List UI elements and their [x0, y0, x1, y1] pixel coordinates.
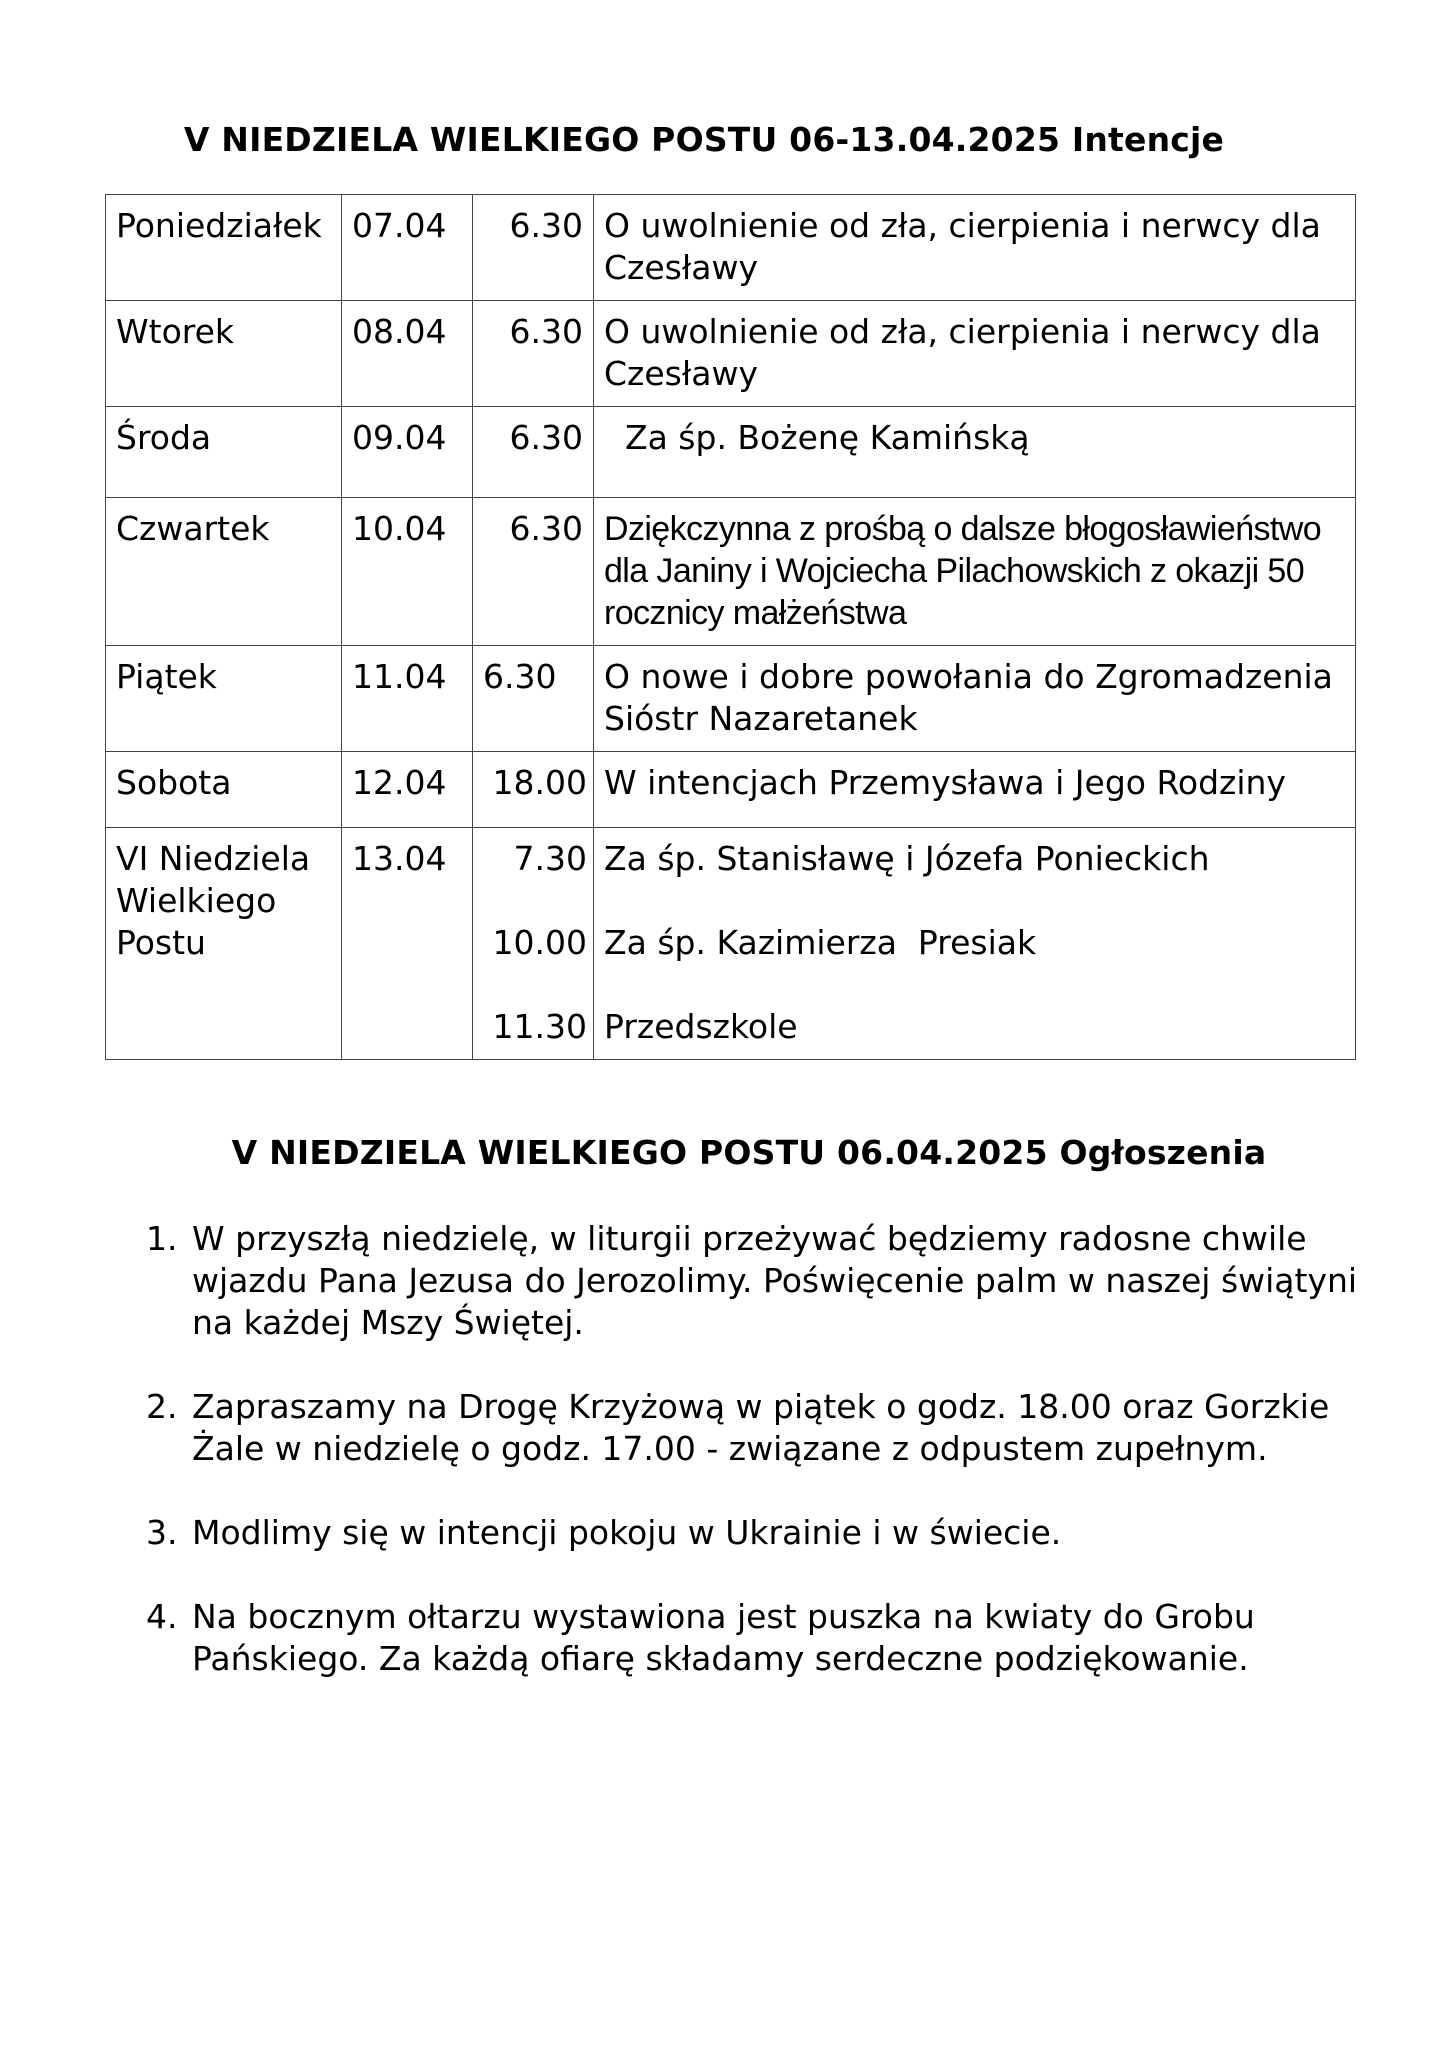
intention-cell: Za śp. Bożenę Kamińską	[594, 407, 1356, 498]
date-cell: 09.04	[342, 407, 473, 498]
list-item: 2. Zapraszamy na Drogę Krzyżową w piątek o godz. 18.00 oraz Gorzkie Żale w niedzielę o godz. 17.00 - związane z odpustem zupełnym.	[188, 1386, 1388, 1470]
time-cell: 6.30	[473, 646, 594, 752]
intention-cell: O uwolnienie od zła, cierpienia i nerwcy dla Czesławy	[594, 301, 1356, 407]
intention-cell: Dziękczynna z prośbą o dalsze błogosławieństwo dla Janiny i Wojciecha Pilachowskich z okazji 50 rocznicy małżeństwa	[594, 498, 1356, 646]
date-cell: 07.04	[342, 195, 473, 301]
table-row	[106, 646, 1356, 752]
table-row	[106, 498, 1356, 646]
intentions-table	[105, 194, 1356, 1060]
table-row	[106, 752, 1356, 828]
announcements-title: V NIEDZIELA WIELKIEGO POSTU 06.04.2025 Ogłoszenia	[231, 1133, 1267, 1172]
table-row	[106, 195, 1356, 301]
day-cell: VI Niedziela Wielkiego Postu	[106, 828, 342, 1060]
intention-cell: Za śp. Stanisławę i Józefa Ponieckich Za śp. Kazimierza Presiak Przedszkole	[594, 828, 1356, 1060]
date-cell: 11.04	[342, 646, 473, 752]
time-cell: 6.30	[473, 301, 594, 407]
time-cell: 6.30	[473, 195, 594, 301]
time-cell: 6.30	[473, 498, 594, 646]
intention-cell: O uwolnienie od zła, cierpienia i nerwcy dla Czesławy	[594, 195, 1356, 301]
day-cell: Poniedziałek	[106, 195, 342, 301]
time-cell: 18.00	[473, 752, 594, 828]
day-cell: Sobota	[106, 752, 342, 828]
date-cell: 12.04	[342, 752, 473, 828]
list-item: 1. W przyszłą niedzielę, w liturgii przeżywać będziemy radosne chwile wjazdu Pana Jezusa do Jerozolimy. Poświęcenie palm w naszej świątyni na każdej Mszy Świętej.	[188, 1218, 1388, 1344]
date-cell: 08.04	[342, 301, 473, 407]
date-cell: 13.04	[342, 828, 473, 1060]
intention-cell: W intencjach Przemysława i Jego Rodziny	[594, 752, 1356, 828]
date-cell: 10.04	[342, 498, 473, 646]
day-cell: Wtorek	[106, 301, 342, 407]
list-item: 4. Na bocznym ołtarzu wystawiona jest puszka na kwiaty do Grobu Pańskiego. Za każdą ofiarę składamy serdeczne podziękowanie.	[188, 1596, 1388, 1680]
table-row	[106, 407, 1356, 498]
intention-cell: O nowe i dobre powołania do Zgromadzenia Sióstr Nazaretanek	[594, 646, 1356, 752]
day-cell: Piątek	[106, 646, 342, 752]
announcements-list	[140, 1218, 1388, 1722]
table-row	[106, 301, 1356, 407]
table-row	[106, 828, 1356, 1060]
day-cell: Czwartek	[106, 498, 342, 646]
time-cell: 6.30	[473, 407, 594, 498]
intentions-title: V NIEDZIELA WIELKIEGO POSTU 06-13.04.2025 Intencje	[183, 120, 1225, 159]
list-item: 3. Modlimy się w intencji pokoju w Ukrainie i w świecie.	[188, 1512, 1388, 1554]
day-cell: Środa	[106, 407, 342, 498]
time-cell: 7.30 10.00 11.30	[473, 828, 594, 1060]
